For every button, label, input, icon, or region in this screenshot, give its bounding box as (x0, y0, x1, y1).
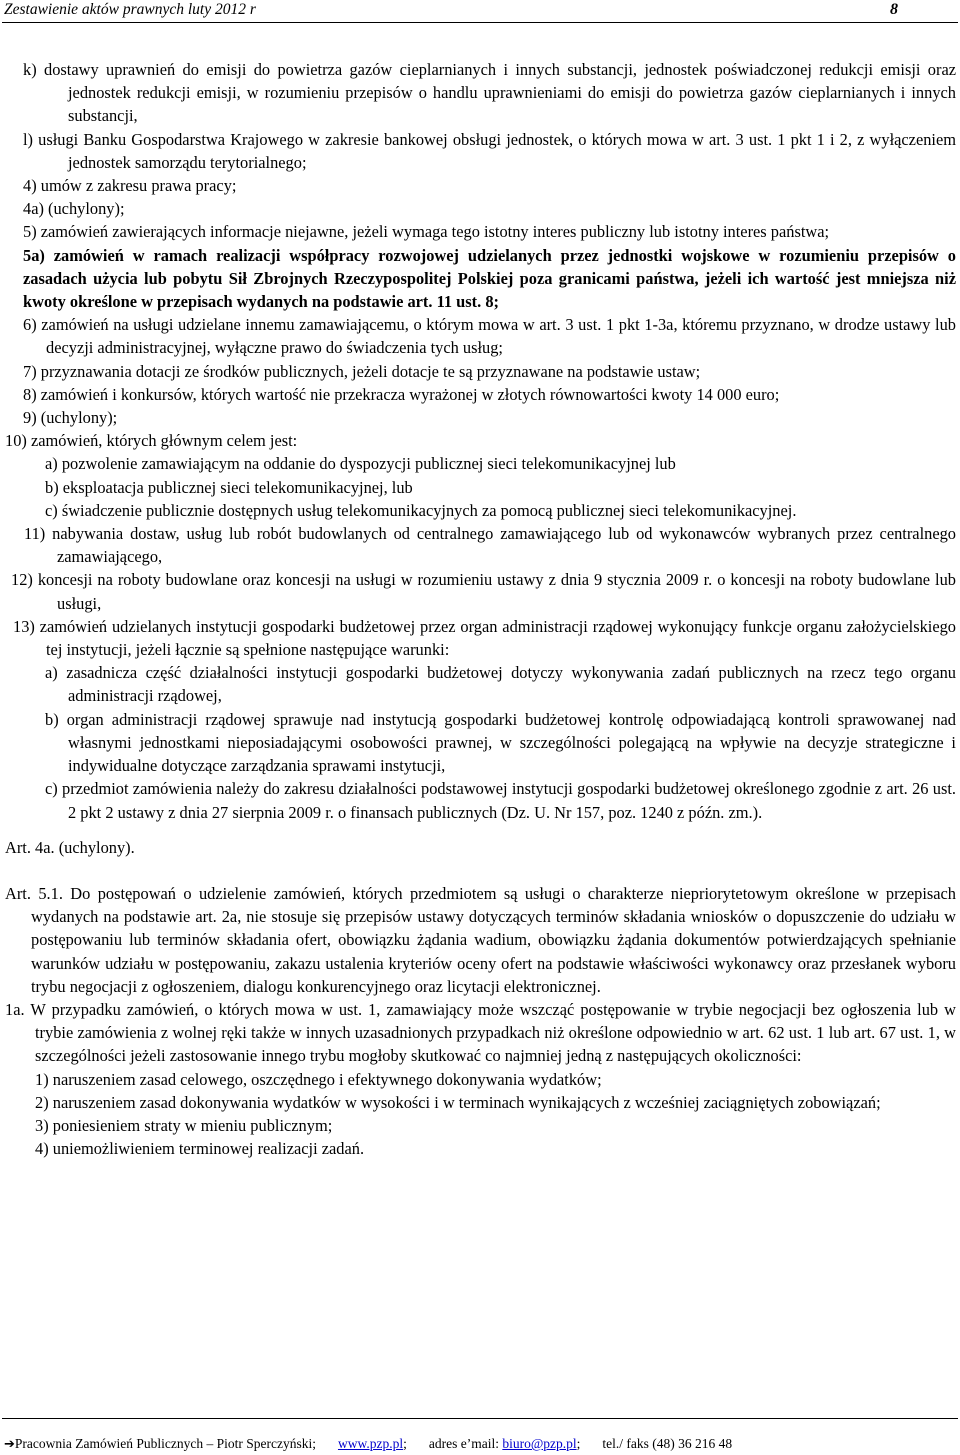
page-number: 8 (890, 1, 898, 18)
list-item-k: k) dostawy uprawnień do emisji do powietrza gazów cieplarnianych i innych substancji, jednostek poświadczonej redukcji emisji oraz jednostek redukcji emisji, w rozumieniu przepisów o handlu uprawnieniami do emisji do powietrza gazów cieplarnianych i innych substancji, (23, 60, 956, 126)
list-item-11: 11) nabywania dostaw, usług lub robót budowlanych od centralnego zamawiającego lub od wykonawców wybranych przez centralnego zamawiającego, (24, 524, 956, 567)
list-item-10b: b) eksploatacja publicznej sieci telekomunikacyjnej, lub (45, 477, 413, 497)
website-link[interactable]: www.pzp.pl (337, 1436, 404, 1451)
list-item-l: l) usługi Banku Gospodarstwa Krajowego w zakresie bankowej obsługi jednostek, o których mowa w art. 3 ust. 1 pkt 1 i 2, z wyłączeniem jednostek samorządu terytorialnego; (23, 129, 956, 172)
footer-separator: ; (576, 1436, 581, 1451)
list-item-13: 13) zamówień udzielanych instytucji gospodarki budżetowej przez organ administracji rządowej wykonujący funkcje organu założycielskiego tej instytucji, jeżeli łącznie są spełnione następujące warunki: (13, 616, 956, 660)
arrow-right-icon: ➔ (4, 1437, 15, 1452)
list-item-1a-1: 1) naruszeniem zasad celowego, oszczędnego i efektywnego dokonywania wydatków; (35, 1069, 602, 1089)
email-link[interactable]: biuro@pzp.pl (502, 1436, 577, 1451)
article-5-paragraph-1a: 1a. W przypadku zamówień, o których mowa w ust. 1, zamawiający może wszcząć postępowanie w trybie negocjacji bez ogłoszenia lub w trybie zamówienia z wolnej ręki także w innych uzasadnionych przypadkach niż określone odpowiednio w art. 62 ust. 1 lub art. 67 ust. 1, w szczególności jeżeli zastosowanie innego trybu mogłoby skutkować co najmniej jedną z następujących okoliczności: (5, 999, 956, 1066)
list-item-6: 6) zamówień na usługi udzielane innemu zamawiającemu, o którym mowa w art. 3 ust. 1 pkt 1-3a, któremu przyznano, w drodze ustawy lub decyzji administracyjnej, wyłączne prawo do świadczenia tych usług; (23, 315, 956, 358)
list-item-13a: a) zasadnicza część działalności instytucji gospodarki budżetowej dotyczy wykonywania zadań publicznych na rzecz tego organu administracji rządowej, (45, 663, 956, 706)
list-item-10: 10) zamówień, których głównym celem jest: (5, 431, 298, 451)
list-item-12: 12) koncesji na roboty budowlane oraz koncesji na usługi w rozumieniu ustawy z dnia 9 stycznia 2009 r. o koncesji na roboty budowlane lub usługi, (11, 570, 956, 613)
list-item-1a-2: 2) naruszeniem zasad dokonywania wydatków w wysokości i w terminach wynikających z wcześniej zaciągniętych zobowiązań; (35, 1092, 881, 1112)
document-body (0, 58, 960, 1160)
header-rule (2, 22, 958, 23)
spacer (0, 859, 960, 882)
list-item-1a-3: 3) poniesieniem straty w mieniu publicznym; (35, 1115, 333, 1135)
list-item-4: 4) umów z zakresu prawa pracy; (23, 176, 237, 196)
footer-rule (2, 1418, 958, 1419)
list-item-13c: c) przedmiot zamówienia należy do zakresu działalności podstawowej instytucji gospodarki budżetowej określonego zgodnie z art. 26 ust. 2 pkt 2 ustawy z dnia 27 sierpnia 2009 r. o finansach publicznych (Dz. U. Nr 157, poz. 1240 z późn. zm.). (45, 779, 956, 822)
footer-organization: Pracownia Zamówień Publicznych – Piotr Sperczyński; (14, 1436, 316, 1451)
list-item-8: 8) zamówień i konkursów, których wartość nie przekracza wyrażonej w złotych równowartości kwoty 14 000 euro; (23, 384, 780, 404)
list-item-5a: 5a) zamówień w ramach realizacji współpracy rozwojowej udzielanych przez jednostki wojskowe w rozumieniu przepisów o zasadach użycia lub pobytu Sił Zbrojnych Rzeczypospolitej Polskiej poza granicami państwa, jeżeli ich wartość jest mniejsza niż kwoty określone w przepisach wydanych na podstawie art. 11 ust. 8; (23, 245, 956, 312)
footer-email-label: adres e’mail: (428, 1436, 499, 1451)
list-item-1a-4: 4) uniemożliwieniem terminowej realizacji zadań. (35, 1139, 365, 1159)
list-item-10c: c) świadczenie publicznie dostępnych usług telekomunikacyjnych za pomocą publicznej sieci telekomunikacyjnej. (45, 500, 797, 520)
article-4a: Art. 4a. (uchylony). (5, 837, 135, 857)
list-item-10a: a) pozwolenie zamawiającym na oddanie do dyspozycji publicznej sieci telekomunikacyjnej lub (45, 454, 676, 474)
spacer (0, 824, 960, 836)
footer-phone: tel./ faks (48) 36 216 48 (602, 1436, 733, 1451)
list-item-5: 5) zamówień zawierających informacje niejawne, jeżeli wymaga tego istotny interes publiczny lub istotny interes państwa; (23, 222, 830, 242)
list-item-7: 7) przyznawania dotacji ze środków publicznych, jeżeli dotacje te są przyznawane na podstawie ustaw; (23, 361, 701, 381)
article-5-paragraph-1: Art. 5.1. Do postępowań o udzielenie zamówień, których przedmiotem są usługi o charakterze niepriorytetowym określone w przepisach wydanych na podstawie art. 2a, nie stosuje się przepisów ustawy dotyczących terminów składania wniosków o dopuszczenie do udziału w postępowaniu lub terminów składania ofert, obowiązku żądania wadium, obowiązku żądania dokumentów potwierdzających spełnianie warunków udziału w postępowaniu, zakazu ustalenia kryteriów oceny ofert na podstawie właściwości wykonawcy oraz przesłanek wyboru trybu negocjacji z ogłoszeniem, dialogu konkurencyjnego oraz licytacji elektronicznej. (5, 883, 956, 996)
list-item-4a: 4a) (uchylony); (23, 199, 125, 219)
footer-line (4, 1435, 732, 1454)
list-item-13b: b) organ administracji rządowej sprawuje nad instytucją gospodarki budżetowej kontrolę odpowiadającą kontroli sprawowanej nad własnymi jednostkami nieposiadającymi osobowości prawnej, w szczególności polegającą na wpływie na decyzje strategiczne i indywidualne dotyczące zarządzania sprawami instytucji, (45, 709, 956, 776)
document-title: Zestawienie aktów prawnych luty 2012 r (4, 1, 256, 18)
list-item-9: 9) (uchylony); (23, 408, 118, 428)
footer-separator: ; (403, 1436, 407, 1451)
page-header (0, 0, 960, 26)
